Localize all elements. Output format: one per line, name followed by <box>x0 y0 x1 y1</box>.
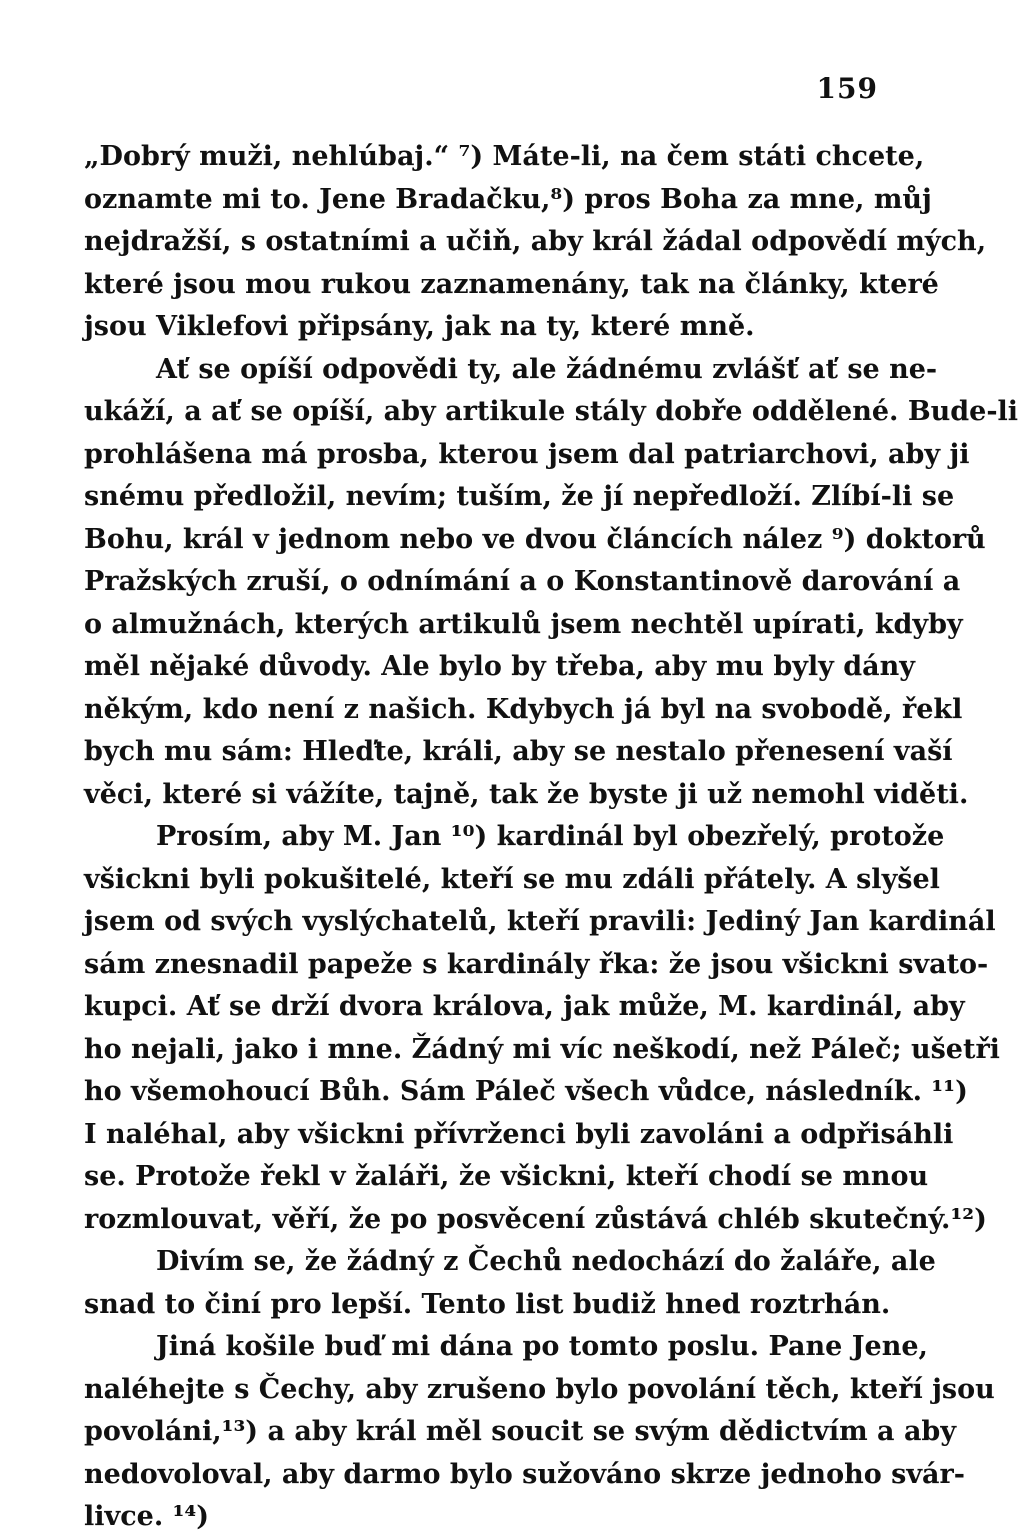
text-line: „Dobrý muži, nehlúbaj.“ ⁷) Máte-li, na čem státi chcete, <box>84 141 925 172</box>
text-line: ukáží, a ať se opíší, aby artikule stály dobře oddělené. Bude-li <box>84 396 1018 427</box>
text-line: někým, kdo není z našich. Kdybych já byl na svobodě, řekl <box>84 693 963 725</box>
text-line: Ať se opíší odpovědi ty, ale žádnému zvlášť ať se ne- <box>156 353 938 385</box>
text-line: o almužnách, kterých artikulů jsem nechtěl upírati, kdyby <box>84 608 963 640</box>
text-line: kupci. Ať se drží dvora králova, jak může, M. kardinál, aby <box>84 991 965 1022</box>
text-line: bych mu sám: Hleďte, králi, aby se nestalo přenesení vaší <box>84 736 953 767</box>
text-line: povoláni,¹³) a aby král měl soucit se svým dědictvím a aby <box>84 1416 957 1447</box>
text-line: prohlášena má prosba, kterou jsem dal patriarchovi, aby ji <box>84 438 970 470</box>
text-line: Bohu, král v jednom nebo ve dvou článcích nález ⁹) doktorů <box>84 523 986 555</box>
text-line: Divím se, že žádný z Čechů nedochází do žaláře, ale <box>156 1246 936 1277</box>
text-line: oznamte mi to. Jene Bradačku,⁸) pros Boha za mne, můj <box>84 183 932 215</box>
text-line: sám znesnadil papeže s kardinály řka: že jsou všickni svato- <box>84 948 989 980</box>
text-line: ho nejali, jako i mne. Žádný mi víc neškodí, než Páleč; ušetři <box>84 1033 1000 1065</box>
text-line: rozmlouvat, věří, že po posvěcení zůstává chléb skutečný.¹²) <box>84 1203 987 1235</box>
text-line: které jsou mou rukou zaznamenány, tak na články, které <box>84 268 939 300</box>
text-line: nejdražší, s ostatními a učiň, aby král žádal odpovědí mých, <box>84 226 987 257</box>
text-line: jsou Viklefovi připsány, jak na ty, které mně. <box>84 311 755 342</box>
body-text <box>84 136 1018 1539</box>
text-line: snému předložil, nevím; tuším, že jí nepředloží. Zlíbí-li se <box>84 481 955 512</box>
text-line: livce. ¹⁴) <box>84 1501 210 1532</box>
text-line: věci, které si vážíte, tajně, tak že byste ji už nemohl viděti. <box>84 778 969 810</box>
page-number: 159 <box>816 72 878 105</box>
text-line: jsem od svých vyslýchatelů, kteří pravili: Jediný Jan kardinál <box>84 906 996 937</box>
text-line: všickni byli pokušitelé, kteří se mu zdáli přátely. A slyšel <box>84 863 940 895</box>
text-line: Pražských zruší, o odnímání a o Konstantinově darování a <box>84 566 961 597</box>
text-line: naléhejte s Čechy, aby zrušeno bylo povolání těch, kteří jsou <box>84 1373 995 1405</box>
text-line: ho všemohoucí Bůh. Sám Páleč všech vůdce, následník. ¹¹) <box>84 1076 968 1107</box>
text-line: nedovoloval, aby darmo bylo sužováno skrze jednoho svár- <box>84 1458 965 1490</box>
text-line: Jiná košile buď mi dána po tomto poslu. Pane Jene, <box>156 1331 928 1362</box>
text-line: Prosím, aby M. Jan ¹⁰) kardinál byl obezřelý, protože <box>156 821 945 852</box>
text-line: I naléhal, aby všickni přívrženci byli zavoláni a odpřisáhli <box>84 1118 954 1150</box>
text-line: snad to činí pro lepší. Tento list budiž hned roztrhán. <box>84 1288 891 1320</box>
text-line: měl nějaké důvody. Ale bylo by třeba, aby mu byly dány <box>84 651 915 682</box>
text-line: se. Protože řekl v žaláři, že všickni, kteří chodí se mnou <box>84 1161 929 1192</box>
